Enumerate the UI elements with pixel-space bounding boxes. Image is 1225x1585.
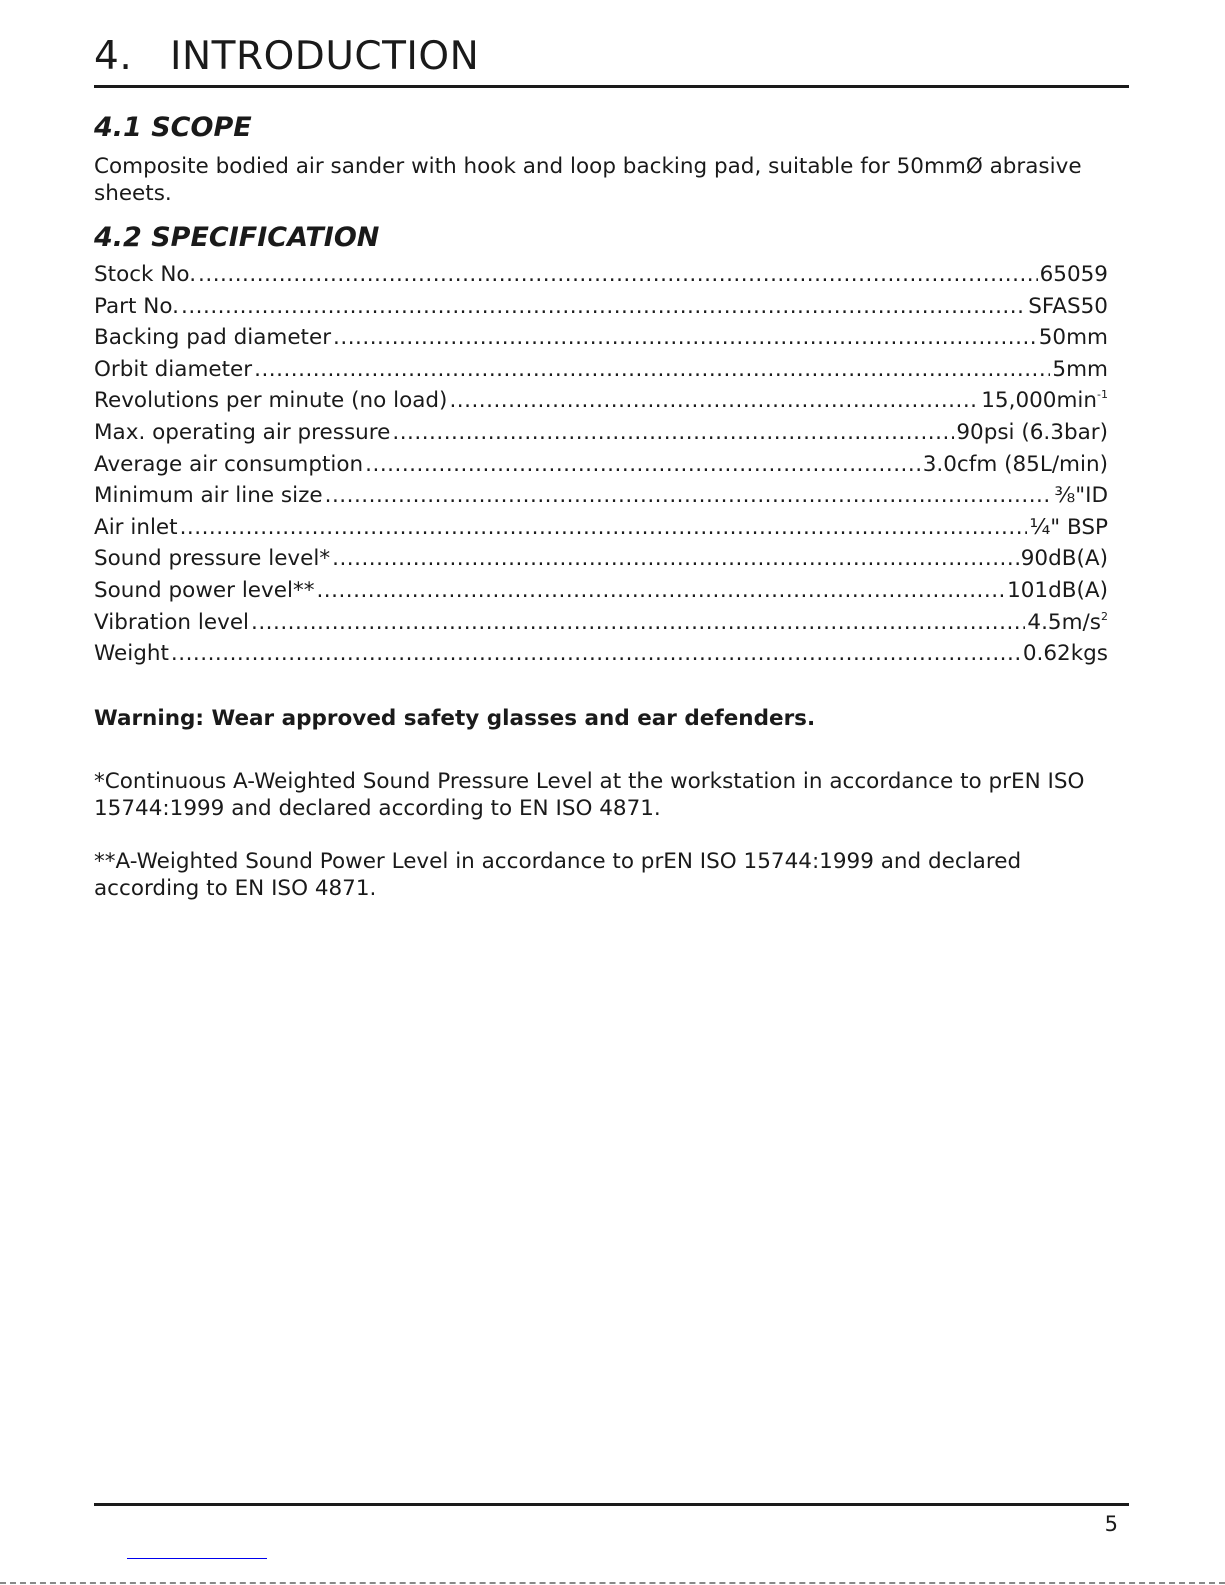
specification-table (94, 262, 1108, 673)
dot-leader (316, 578, 1005, 603)
spec-row (94, 452, 1108, 484)
spec-value (956, 420, 1108, 445)
spec-value (1027, 610, 1108, 635)
spec-label: Sound power level** (94, 577, 315, 603)
dot-leader (198, 262, 1038, 287)
dot-leader (180, 515, 1028, 540)
spec-label: Air inlet (94, 514, 178, 540)
spec-value-text: 101dB(A) (1007, 577, 1108, 603)
spec-row (94, 420, 1108, 452)
spec-label: Orbit diameter (94, 356, 253, 382)
spec-label: Weight (94, 641, 169, 667)
spec-value (923, 452, 1108, 477)
spec-value (1023, 641, 1108, 666)
dot-leader (251, 610, 1025, 635)
spec-row (94, 546, 1108, 578)
page-edge-divider (0, 1582, 1225, 1584)
spec-row (94, 388, 1108, 420)
spec-value-text: 50mm (1038, 325, 1108, 351)
spec-label: Vibration level (94, 609, 250, 635)
page-number: 5 (1104, 1512, 1118, 1536)
spec-value (1021, 546, 1108, 571)
spec-value-text: 4.5m/s (1027, 609, 1101, 635)
spec-row (94, 325, 1108, 357)
link-underline (127, 1558, 267, 1559)
section-number: 4. (94, 34, 133, 79)
scope-text: Composite bodied air sander with hook and loop backing pad, suitable for 50mmØ abrasive sheets. (94, 154, 1082, 206)
spec-value-text: 15,000min (981, 388, 1098, 414)
spec-value-text: 0.62kgs (1022, 641, 1108, 667)
spec-label: Stock No. (94, 262, 197, 287)
note-sound-pressure: *Continuous A-Weighted Sound Pressure Level at the workstation in accordance to prEN ISO 15744:1999 and declared according to EN ISO 4871. (94, 769, 1085, 821)
spec-value (1054, 483, 1108, 508)
spec-label: Max. operating air pressure (94, 419, 391, 445)
note-sound-power: **A-Weighted Sound Power Level in accordance to prEN ISO 15744:1999 and declared according to EN ISO 4871. (94, 849, 1022, 901)
spec-value-superscript: 2 (1101, 609, 1108, 623)
dot-leader (332, 546, 1019, 571)
spec-row (94, 610, 1108, 642)
spec-row (94, 483, 1108, 515)
spec-value-text: 5mm (1052, 356, 1108, 382)
spec-label: Minimum air line size (94, 483, 323, 509)
section-title-text: INTRODUCTION (170, 34, 480, 79)
spec-label: Backing pad diameter (94, 325, 332, 351)
dot-leader (365, 452, 921, 477)
section-title (94, 34, 479, 79)
spec-row (94, 294, 1108, 326)
spec-row (94, 641, 1108, 673)
scope-heading: 4.1 SCOPE (94, 112, 252, 143)
spec-value (1052, 357, 1108, 382)
spec-value (1039, 325, 1108, 350)
spec-row (94, 357, 1108, 389)
specification-heading: 4.2 SPECIFICATION (94, 222, 380, 253)
dot-leader (181, 294, 1026, 319)
spec-value (1029, 515, 1108, 540)
spec-label: Average air consumption (94, 451, 364, 477)
dot-leader (333, 325, 1037, 350)
spec-value-text: 90dB(A) (1020, 546, 1108, 572)
spec-value-superscript: -1 (1097, 388, 1108, 402)
spec-value-text: 65059 (1039, 262, 1108, 287)
dot-leader (171, 641, 1021, 666)
spec-row (94, 262, 1108, 294)
spec-value-text: SFAS50 (1028, 293, 1108, 319)
spec-value (1040, 262, 1108, 287)
spec-value-text: 90psi (6.3bar) (956, 419, 1108, 445)
footer-rule (94, 1503, 1129, 1506)
spec-value (981, 388, 1108, 413)
spec-value-text: ⅜"ID (1054, 483, 1108, 509)
warning-text: Warning: Wear approved safety glasses and ear defenders. (94, 706, 816, 731)
spec-row (94, 515, 1108, 547)
dot-leader (449, 388, 979, 413)
dot-leader (325, 483, 1053, 508)
spec-value-text: 3.0cfm (85L/min) (922, 451, 1108, 477)
spec-value (1028, 294, 1108, 319)
header-rule (94, 85, 1129, 88)
dot-leader (392, 420, 954, 445)
spec-value (1007, 578, 1108, 603)
spec-value-text: ¼" BSP (1029, 514, 1108, 540)
spec-label: Sound pressure level* (94, 546, 331, 572)
spec-row (94, 578, 1108, 610)
spec-label: Part No. (94, 293, 179, 319)
dot-leader (254, 357, 1050, 382)
spec-label: Revolutions per minute (no load) (94, 388, 448, 414)
